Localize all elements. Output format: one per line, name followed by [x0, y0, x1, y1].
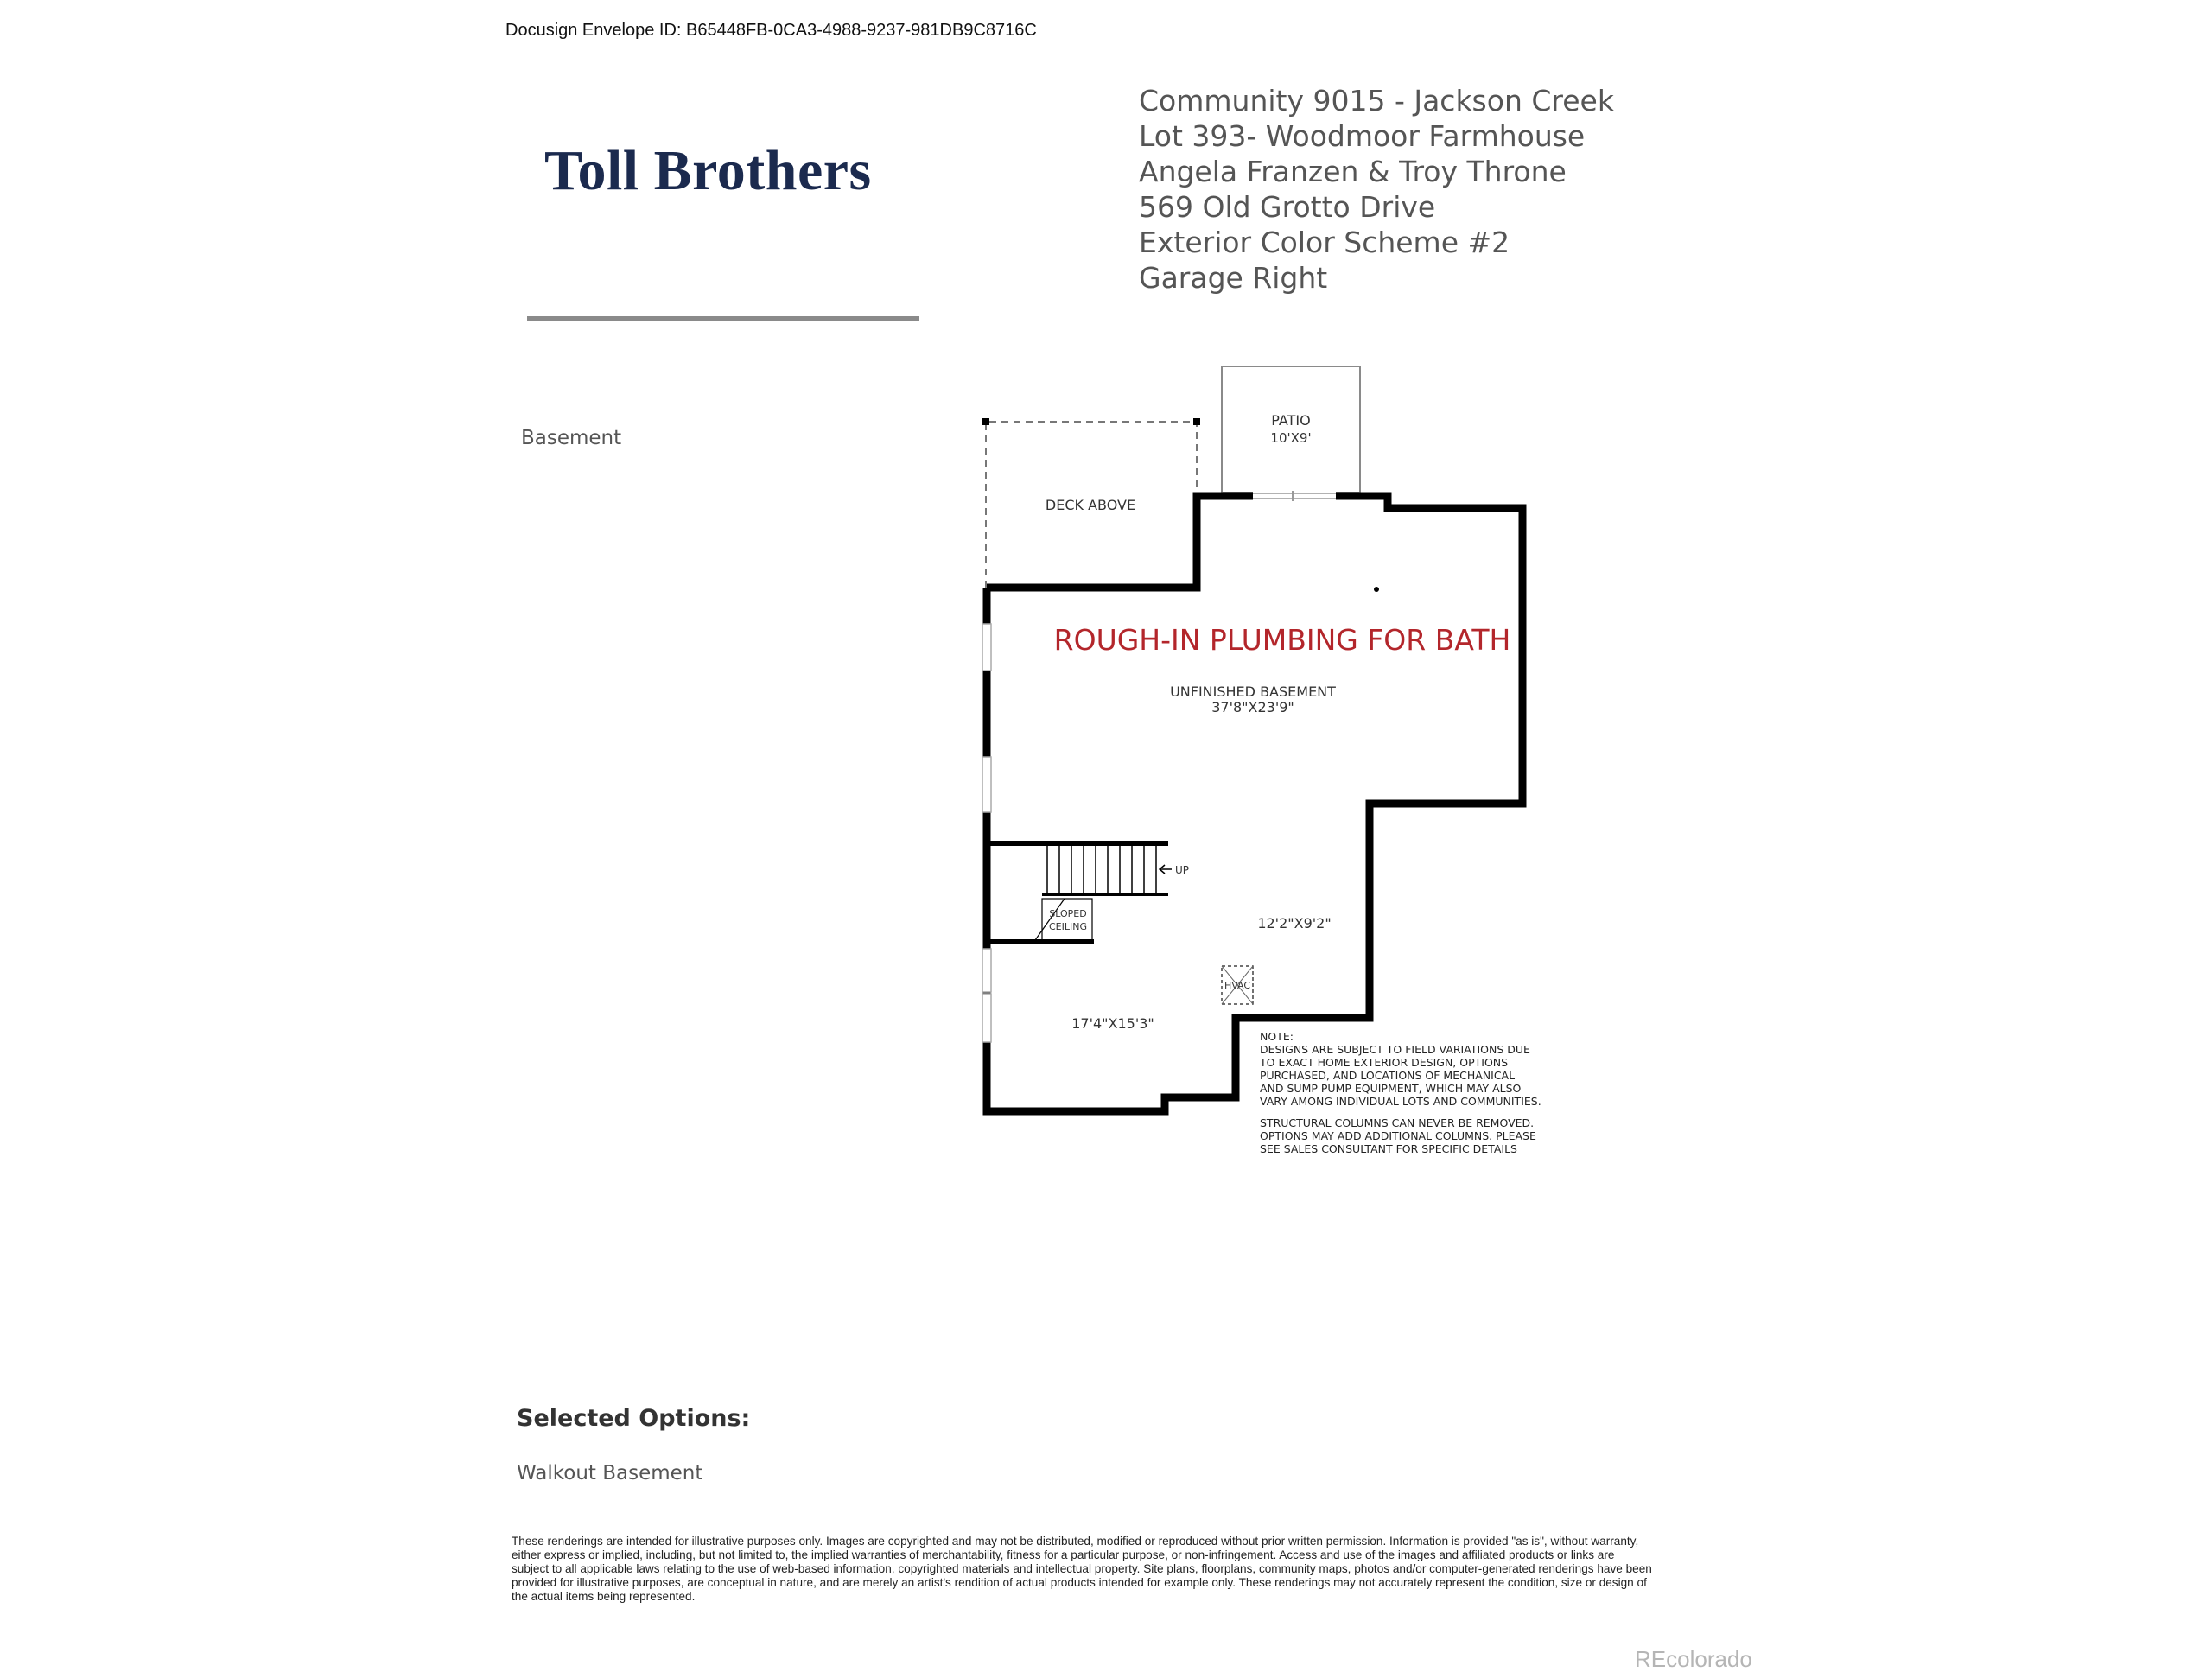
- sloped-ceiling-label: SLOPED: [1049, 908, 1087, 919]
- hvac-label: HVAC: [1224, 980, 1251, 991]
- info-color-scheme: Exterior Color Scheme #2: [1139, 226, 1510, 259]
- patio-outline: [1222, 366, 1360, 493]
- brand-logo: Toll Brothers: [544, 139, 872, 202]
- info-address: 569 Old Grotto Drive: [1139, 190, 1436, 224]
- info-garage: Garage Right: [1139, 261, 1328, 295]
- deck-post: [982, 418, 989, 425]
- note-line: DESIGNS ARE SUBJECT TO FIELD VARIATIONS DUE: [1260, 1043, 1530, 1056]
- level-label: Basement: [521, 427, 622, 449]
- disclaimer: These renderings are intended for illustrative purposes only. Images are copyrighted and may not be distributed, modified or reproduced without prior written permission. Information is provided "as is", without warranty, either express or implied, including, but not limited to, the implied warranties of merchantability, fitness for a particular purpose, or non-infringement. Access and use of the images and affiliated products or links are subject to all applicable laws relating to the use of web-based information, copyrighted materials and intellectual property. Site plans, floorplans, community maps, photos and/or computer-generated renderings have been provided for illustrative purposes, are conceptual in nature, and are merely an artist's rendition of actual products intended for example only. These renderings may not accurately represent the condition, size or design of the actual items being represented.: [512, 1535, 1652, 1603]
- note-line: VARY AMONG INDIVIDUAL LOTS AND COMMUNITIES.: [1260, 1095, 1541, 1108]
- window: [982, 624, 991, 671]
- room2-dims: 12'2"X9'2": [1257, 915, 1332, 931]
- plumbing-marker: [1374, 587, 1379, 592]
- selected-option-item: Walkout Basement: [517, 1462, 703, 1484]
- window: [982, 949, 991, 992]
- note-line: AND SUMP PUMP EQUIPMENT, WHICH MAY ALSO: [1260, 1082, 1522, 1095]
- main-room-label: UNFINISHED BASEMENT: [1170, 683, 1336, 700]
- plan-notes: [1259, 1030, 1541, 1155]
- note-line: SEE SALES CONSULTANT FOR SPECIFIC DETAILS: [1260, 1142, 1517, 1155]
- sloped-ceiling-diagonal: [1035, 899, 1065, 940]
- info-community: Community 9015 - Jackson Creek: [1139, 84, 1614, 118]
- info-lot: Lot 393- Woodmoor Farmhouse: [1139, 119, 1586, 153]
- window: [982, 757, 991, 812]
- sloped-ceiling-label: CEILING: [1049, 921, 1087, 932]
- room3-dims: 17'4"X15'3": [1071, 1015, 1154, 1032]
- note-line: TO EXACT HOME EXTERIOR DESIGN, OPTIONS: [1260, 1056, 1509, 1069]
- patio-label: PATIO: [1271, 412, 1311, 429]
- watermark: REcolorado: [1635, 1646, 1752, 1672]
- rough-in-label: ROUGH-IN PLUMBING FOR BATH: [1053, 623, 1511, 657]
- exterior-wall: [987, 496, 1522, 1111]
- note-line: OPTIONS MAY ADD ADDITIONAL COLUMNS. PLEASE: [1260, 1129, 1536, 1142]
- stair-treads: [1047, 846, 1156, 893]
- selected-options-title: Selected Options:: [517, 1405, 751, 1432]
- stair-up-label: UP: [1175, 864, 1190, 876]
- patio-dims: 10'X9': [1270, 430, 1312, 446]
- note-line: STRUCTURAL COLUMNS CAN NEVER BE REMOVED.: [1260, 1116, 1535, 1129]
- deck-label: DECK ABOVE: [1045, 497, 1136, 513]
- main-room-dims: 37'8"X23'9": [1211, 699, 1294, 715]
- envelope-id: Docusign Envelope ID: B65448FB-0CA3-4988-9237-981DB9C8716C: [505, 21, 1037, 40]
- note-line: PURCHASED, AND LOCATIONS OF MECHANICAL: [1260, 1069, 1516, 1082]
- window: [982, 994, 991, 1042]
- note-title: NOTE:: [1260, 1030, 1294, 1043]
- deck-post: [1193, 418, 1200, 425]
- info-buyers: Angela Franzen & Troy Throne: [1139, 155, 1567, 188]
